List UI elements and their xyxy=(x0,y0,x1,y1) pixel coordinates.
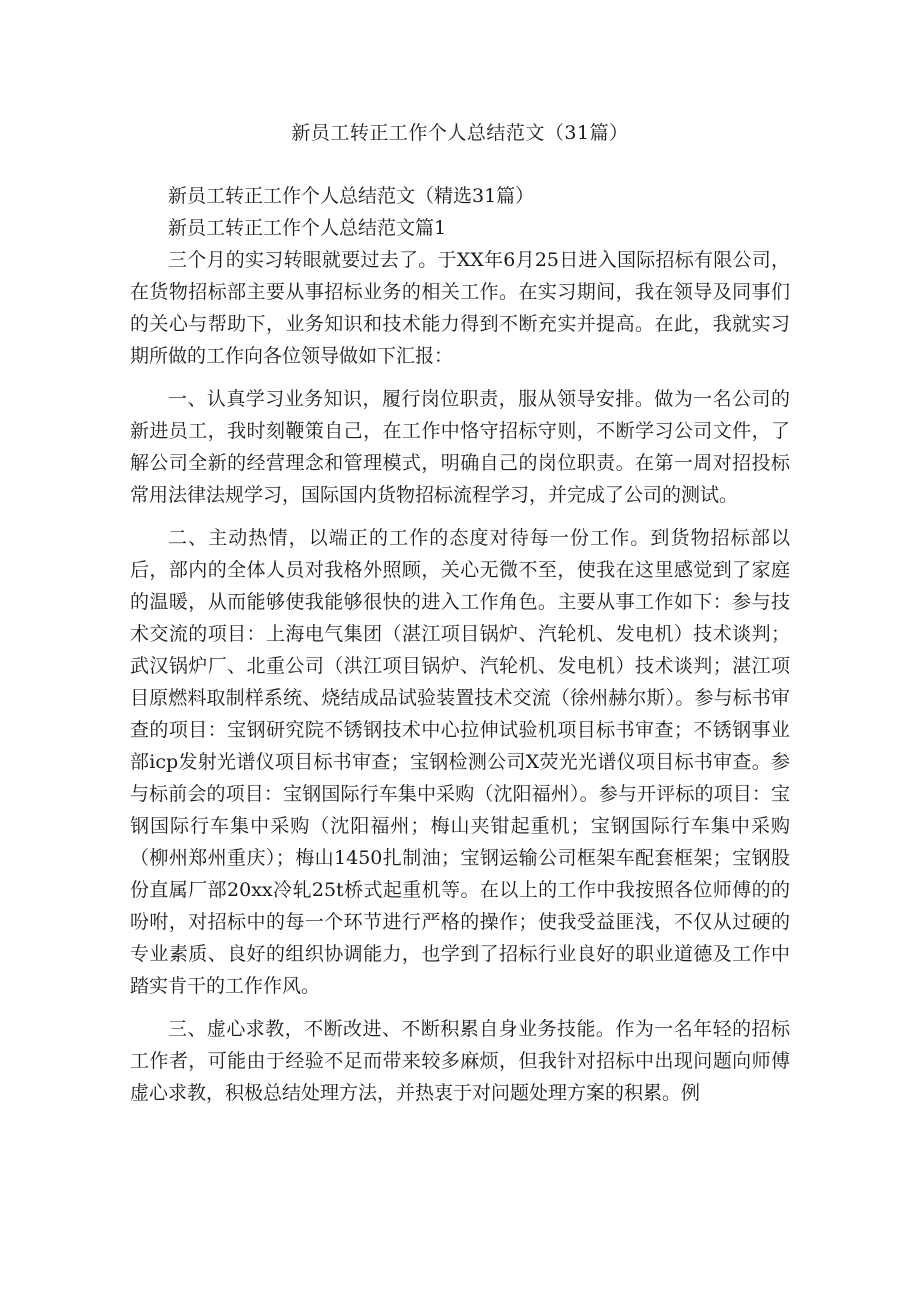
paragraph-intro: 三个月的实习转眼就要过去了。于XX年6月25日进入国际招标有限公司，在货物招标部主要从事招标业务的相关工作。在实习期间，我在领导及同事们的关心与帮助下，业务知识和技术能力得到不断充实并提高。在此，我就实习期所做的工作向各位领导做如下汇报： xyxy=(130,249,790,367)
document-title: 新员工转正工作个人总结范文（31篇） xyxy=(291,122,629,144)
paragraph-point-one: 一、认真学习业务知识，履行岗位职责，服从领导安排。做为一名公司的新进员工，我时刻鞭策自己，在工作中恪守招标守则，不断学习公司文件，了解公司全新的经营理念和管理模式，明确自己的岗位职责。在第一周对招投标常用法律法规学习，国际国内货物招标流程学习，并完成了公司的测试。 xyxy=(130,388,790,506)
section-heading: 新员工转正工作个人总结范文篇1 xyxy=(168,217,447,239)
paragraph-point-two: 二、主动热情，以端正的工作的态度对待每一份工作。到货物招标部以后，部内的全体人员对我格外照顾，关心无微不至，使我在这里感觉到了家庭的温暖，从而能够使我能够很快的进入工作角色。主要从事工作如下：参与技术交流的项目：上海电气集团（湛江项目锅炉、汽轮机、发电机）技术谈判；武汉锅炉厂、北重公司（洪江项目锅炉、汽轮机、发电机）技术谈判；湛江项目原燃料取制样系统、烧结成品试验装置技术交流（徐州赫尔斯）。参与标书审查的项目：宝钢研究院不锈钢技术中心拉伸试验机项目标书审查；不锈钢事业部icp发射光谱仪项目标书审查；宝钢检测公司X荧光光谱仪项目标书审查。参与标前会的项目：宝钢国际行车集中采购（沈阳福州）。参与开评标的项目：宝钢国际行车集中采购（沈阳福州；梅山夹钳起重机；宝钢国际行车集中采购（柳州郑州重庆）；梅山1450扎制油；宝钢运输公司框架车配套框架；宝钢股份直属厂部20xx冷轧25t桥式起重机等。在以上的工作中我按照各位师傅的的吩咐，对招标中的每一个环节进行严格的操作；使我受益匪浅，不仅从过硬的专业素质、良好的组织协调能力，也学到了招标行业良好的职业道德及工作中踏实肯干的工作作风。 xyxy=(130,527,790,997)
paragraph-point-three: 三、虚心求教，不断改进、不断积累自身业务技能。作为一名年轻的招标工作者，可能由于经验不足而带来较多麻烦，但我针对招标中出现问题向师傅虚心求教，积极总结处理方法，并热衷于对问题处理方案的积累。例 xyxy=(130,1018,790,1104)
document-body xyxy=(130,180,790,1109)
document-subtitle: 新员工转正工作个人总结范文（精选31篇） xyxy=(168,185,535,207)
